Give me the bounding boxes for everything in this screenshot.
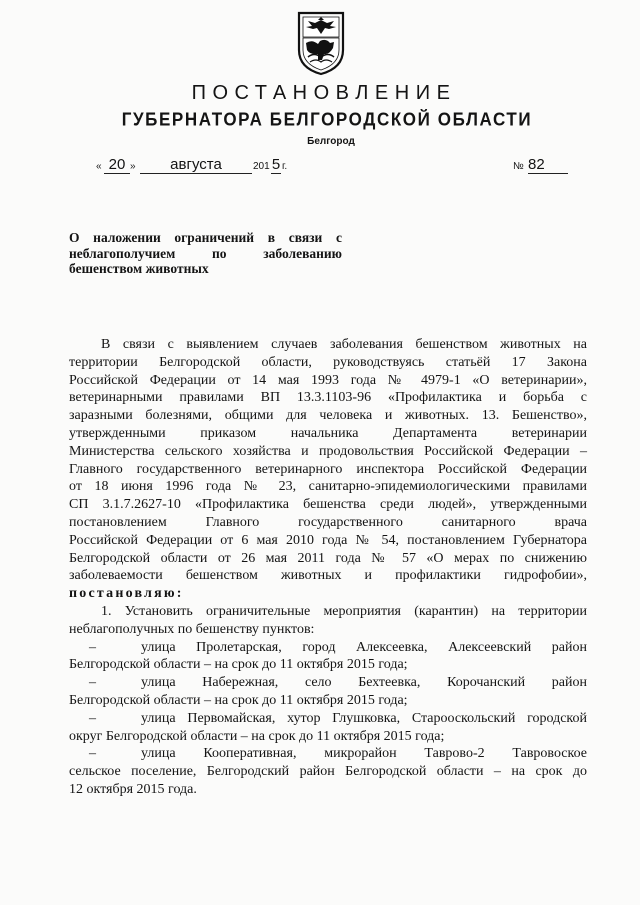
date-year-prefix: 201: [253, 161, 270, 172]
date-quote-close: »: [130, 161, 136, 172]
date-year-suffix: 5: [271, 156, 281, 173]
date-month: августа: [140, 157, 252, 174]
document-body: [69, 336, 587, 799]
dash-mark: –: [89, 710, 96, 726]
item1-line: 1. Установить ограничительные мероприятия (карантин) на территории: [101, 603, 587, 619]
subject-line: бешенством животных: [69, 261, 209, 276]
point-line: [69, 745, 587, 763]
body-line: Белгородской области от 26 мая 2011 года № 57 «О мерах по снижению: [69, 550, 587, 566]
point-line: [69, 674, 587, 692]
subject-line: неблагополучием по заболеванию: [69, 245, 342, 261]
date-quote-open: «: [96, 161, 102, 172]
decree-word: постановляю:: [69, 586, 184, 602]
body-line: СП 3.1.7.2627-10 «Профилактика бешенства среди людей», утвержденными: [69, 497, 587, 513]
body-line: ветеринарными правилами ВП 13.3.1103-96 «Профилактика и борьба с: [69, 390, 587, 406]
document-number: 82: [528, 157, 568, 174]
point-line: Белгородской области – на срок до 11 октября 2015 года;: [69, 657, 408, 673]
body-line: Главного государственного ветеринарного инспектора Российской Федерации: [69, 461, 587, 477]
date-year-unit: г.: [282, 161, 288, 172]
point-line: [69, 710, 587, 728]
subject-line: О наложении ограничений в связи с: [69, 230, 342, 245]
body-line: заболеваемости бешенством животных и профилактики гидрофобии»,: [69, 568, 587, 584]
date-day: 20: [104, 157, 130, 174]
body-line: постановлением Главного государственного санитарного врача: [69, 514, 587, 530]
body-line: утвержденными приказом начальника Департамента ветеринарии: [69, 425, 587, 441]
point-text: улица Первомайская, хутор Глушковка, Старооскольский городской: [141, 710, 587, 726]
body-line: Министерства сельского хозяйства и продовольствия Российской Федерации –: [69, 443, 587, 459]
point-line: [69, 639, 587, 657]
point-line: округ Белгородской области – на срок до 11 октября 2015 года;: [69, 728, 445, 744]
issuer-heading: ГУБЕРНАТОРА БЕЛГОРОДСКОЙ ОБЛАСТИ: [121, 109, 533, 130]
body-line: В связи с выявлением случаев заболевания бешенством животных на: [101, 337, 587, 352]
city-label: Белгород: [307, 136, 355, 147]
dash-mark: –: [89, 639, 96, 655]
point-text: улица Кооперативная, микрорайон Таврово-2 Тавровоское: [141, 746, 587, 762]
coat-of-arms-emblem: [296, 10, 346, 76]
item1-line: неблагополучных по бешенству пунктов:: [69, 621, 315, 637]
number-label: №: [513, 161, 524, 172]
point-text: улица Пролетарская, город Алексеевка, Алексеевский район: [141, 639, 587, 655]
point-line: Белгородской области – на срок до 11 октября 2015 года;: [69, 692, 408, 708]
body-line: Российской Федерации от 14 мая 1993 года № 4979-1 «О ветеринарии»,: [69, 372, 587, 388]
body-line: Российской Федерации от 6 мая 2010 года № 54, постановлением Губернатора: [69, 532, 587, 548]
dash-mark: –: [89, 675, 96, 691]
dash-mark: –: [89, 746, 96, 762]
point-line: сельское поселение, Белгородский район Белгородской области – на срок до: [69, 764, 587, 780]
point-line: 12 октября 2015 года.: [69, 781, 197, 797]
point-text: улица Набережная, село Бехтеевка, Корочанский район: [141, 675, 587, 691]
subject-block: [69, 230, 342, 277]
body-line: территории Белгородской области, руководствуясь статьёй 17 Закона: [69, 354, 587, 370]
body-line: от 18 июня 1996 года № 23, санитарно-эпидемиологическими правилами: [69, 479, 587, 495]
document-type-heading: ПОСТАНОВЛЕНИЕ: [191, 82, 457, 104]
body-line: заразными болезнями, общими для человека и животных. 13. Бешенство»,: [69, 408, 587, 424]
